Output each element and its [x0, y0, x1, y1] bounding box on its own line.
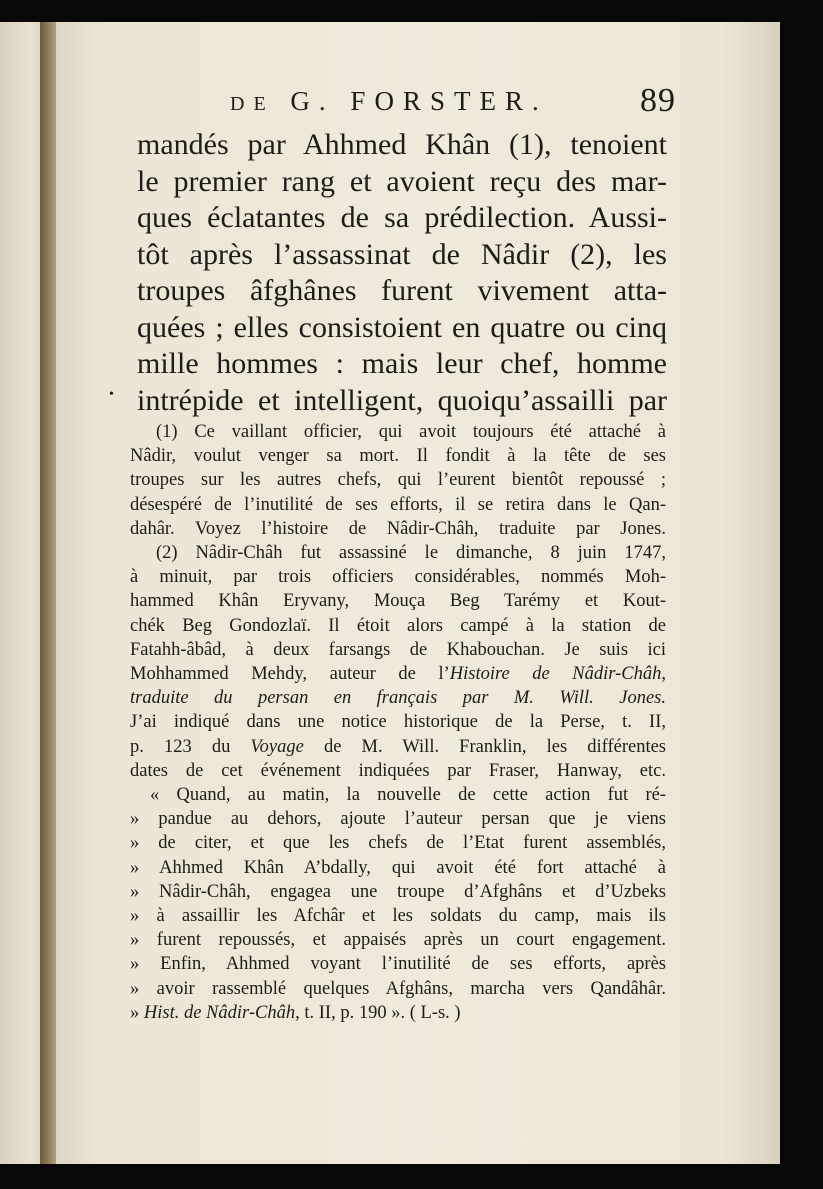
text-line: troupes âfghânes furent vivement atta-: [137, 274, 667, 307]
footnote-line: dahâr. Voyez l’histoire de Nâdir-Châh, traduite par Jones.: [130, 518, 666, 539]
footnote-line: chék Beg Gondozlaï. Il étoit alors campé à la station de: [130, 615, 666, 636]
text-line: quées ; elles consistoient en quatre ou cinq: [137, 310, 667, 344]
header-name: FORSTER.: [350, 86, 548, 116]
page-number: 89: [640, 82, 676, 119]
quote-line: » à assaillir les Afchâr et les soldats du camp, mais ils: [130, 906, 666, 927]
text-line: mille hommes : mais leur chef, homme: [137, 347, 667, 380]
footnote-text: p. 123 du: [130, 736, 251, 757]
footnote-line: [130, 735, 666, 759]
margin-dot: •: [109, 387, 114, 402]
footnote-line: Nâdir, voulut venger sa mort. Il fondit à la tête de ses: [130, 446, 666, 467]
quote-line: [130, 1001, 666, 1025]
footnote-line: troupes sur les autres chefs, qui l’eurent bientôt repoussé ;: [130, 470, 666, 491]
quote-line: » pandue au dehors, ajoute l’auteur persan que je viens: [130, 809, 666, 830]
book-page: [56, 22, 780, 1164]
text-line: ques éclatantes de sa prédilection. Aussi-: [137, 201, 667, 234]
citation-text: , t. II, p. 190 ». ( L-s. ): [295, 1002, 461, 1023]
footnote-line: Fatahh-âbâd, à deux farsangs de Khabouchan. Je suis ici: [130, 639, 666, 660]
translation-credit-italic: traduite du persan en français par M. Will. Jones.: [130, 688, 666, 709]
quote-line: « Quand, au matin, la nouvelle de cette action fut ré-: [150, 785, 666, 806]
footnote-line: J’ai indiqué dans une notice historique de la Perse, t. II,: [130, 712, 666, 733]
book-title-italic: Histoire de Nâdir-Châh: [449, 664, 662, 685]
quote-mark: »: [130, 1002, 144, 1023]
quote-line: » furent repoussés, et appaisés après un court engagement.: [130, 930, 666, 951]
text-line: intrépide et intelligent, quoiqu’assailli par: [137, 383, 667, 417]
footnote-line: hammed Khân Eryvany, Mouça Beg Tarémy et Kout-: [130, 591, 666, 612]
footnote-text: ,: [661, 664, 666, 685]
footnote-line: (1) Ce vaillant officier, qui avoit toujours été attaché à: [156, 422, 666, 442]
footnote-text: de M. Will. Franklin, les différentes: [303, 736, 666, 757]
footnote-line: désespéré de l’inutilité de ses efforts, il se retira dans le Qan-: [130, 494, 666, 515]
header-prefix: DE: [230, 93, 275, 115]
voyage-italic: Voyage: [250, 736, 304, 757]
footnote-line: (2) Nâdir-Châh fut assassiné le dimanche, 8 juin 1747,: [156, 543, 666, 564]
quote-line: » Enfin, Ahhmed voyant l’inutilité de ses efforts, après: [130, 954, 666, 975]
running-header: [230, 86, 650, 117]
footnote-line: [130, 686, 666, 710]
main-text: [137, 127, 667, 419]
footnote-text: Mohhammed Mehdy, auteur de l’: [130, 664, 450, 685]
text-line: le premier rang et avoient reçu des mar-: [137, 164, 667, 198]
quote-line: » de citer, et que les chefs de l’Etat furent assemblés,: [130, 833, 666, 854]
footnotes: [130, 420, 666, 1025]
header-initial: G.: [290, 86, 335, 116]
text-line: mandés par Ahhmed Khân (1), tenoient: [137, 128, 667, 161]
quote-line: » Ahhmed Khân A’bdally, qui avoit été fort attaché à: [130, 857, 666, 878]
footnote-line: dates de cet événement indiquées par Fraser, Hanway, etc.: [130, 760, 666, 781]
footnote-line: à minuit, par trois officiers considérables, nommés Moh-: [130, 567, 666, 588]
citation-italic: Hist. de Nâdir-Châh: [143, 1002, 296, 1023]
quote-line: » avoir rassemblé quelques Afghâns, marcha vers Qandâhâr.: [130, 978, 666, 999]
text-line: tôt après l’assassinat de Nâdir (2), les: [137, 237, 667, 271]
quote-line: » Nâdir-Châh, engagea une troupe d’Afghâns et d’Uzbeks: [130, 881, 666, 902]
footnote-line: [130, 662, 666, 686]
